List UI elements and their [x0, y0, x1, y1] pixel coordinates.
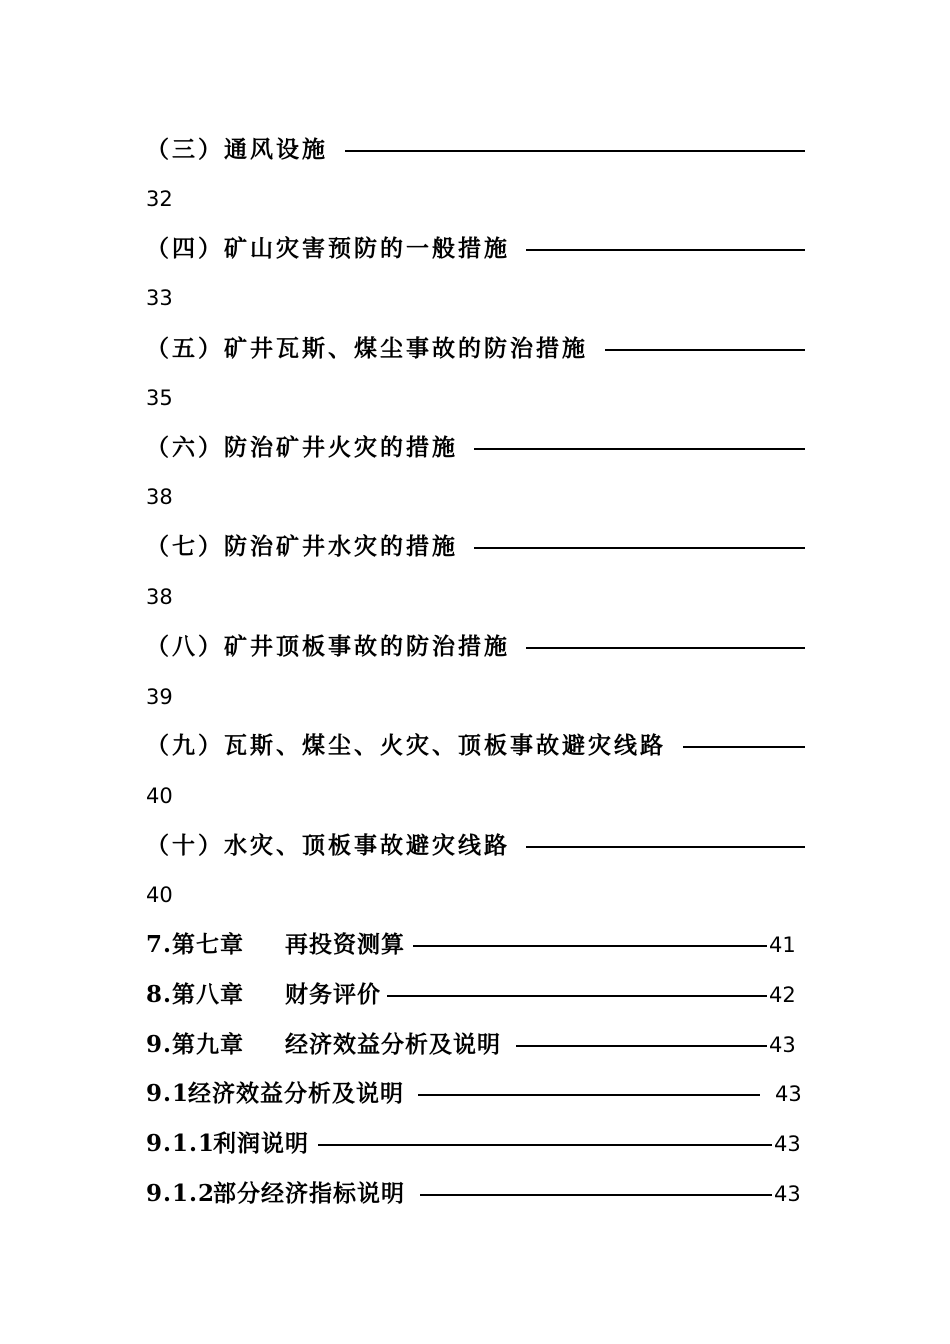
toc-leader: [418, 1094, 760, 1096]
toc-chapter-number: 9.1: [146, 1080, 190, 1107]
toc-entry-label: （三）通风设施: [146, 136, 328, 163]
toc-chapter-page: 41: [769, 933, 796, 957]
toc-entry-page: 33: [146, 286, 173, 310]
toc-leader: [474, 448, 805, 450]
toc-chapter-page: 43: [774, 1182, 801, 1206]
toc-entry-page: 39: [146, 685, 173, 709]
toc-leader: [420, 1194, 772, 1196]
toc-entry-page: 38: [146, 485, 173, 509]
toc-chapter-title: 再投资测算: [285, 931, 405, 958]
toc-chapter-title: 经济效益分析及说明: [188, 1080, 404, 1107]
toc-leader: [526, 249, 805, 251]
toc-leader: [526, 647, 805, 649]
toc-entry-label: （九）瓦斯、煤尘、火灾、顶板事故避灾线路: [146, 732, 666, 759]
toc-leader: [474, 547, 805, 549]
toc-entry-label: （四）矿山灾害预防的一般措施: [146, 235, 510, 262]
toc-leader: [318, 1144, 772, 1146]
toc-chapter-page: 43: [775, 1082, 802, 1106]
toc-entry-page: 38: [146, 585, 173, 609]
toc-leader: [526, 846, 805, 848]
toc-chapter-number: 8.第八章: [146, 981, 245, 1008]
toc-chapter-title: 部分经济指标说明: [213, 1180, 405, 1207]
toc-entry-label: （十）水灾、顶板事故避灾线路: [146, 832, 510, 859]
toc-leader: [345, 150, 805, 152]
toc-entry-label: （五）矿井瓦斯、煤尘事故的防治措施: [146, 335, 588, 362]
toc-entry-label: （七）防治矿井水灾的措施: [146, 533, 458, 560]
toc-chapter-title: 财务评价: [285, 981, 381, 1008]
toc-chapter-number: 9.第九章: [146, 1031, 245, 1058]
toc-entry-page: 40: [146, 784, 173, 808]
toc-chapter-number: 9.1.1: [146, 1130, 216, 1157]
toc-entry-page: 40: [146, 883, 173, 907]
toc-leader: [605, 349, 805, 351]
toc-leader: [413, 945, 767, 947]
toc-entry-label: （六）防治矿井火灾的措施: [146, 434, 458, 461]
toc-entry-label: （八）矿井顶板事故的防治措施: [146, 633, 510, 660]
toc-entry-page: 35: [146, 386, 173, 410]
toc-chapter-number: 7.第七章: [146, 931, 245, 958]
toc-chapter-page: 43: [774, 1132, 801, 1156]
toc-leader: [387, 995, 767, 997]
toc-leader: [516, 1045, 767, 1047]
toc-chapter-number: 9.1.2: [146, 1180, 216, 1207]
toc-leader: [683, 746, 805, 748]
toc-entry-page: 32: [146, 187, 173, 211]
toc-chapter-page: 43: [769, 1033, 796, 1057]
toc-chapter-title: 利润说明: [213, 1130, 309, 1157]
toc-chapter-title: 经济效益分析及说明: [285, 1031, 501, 1058]
toc-chapter-page: 42: [769, 983, 796, 1007]
